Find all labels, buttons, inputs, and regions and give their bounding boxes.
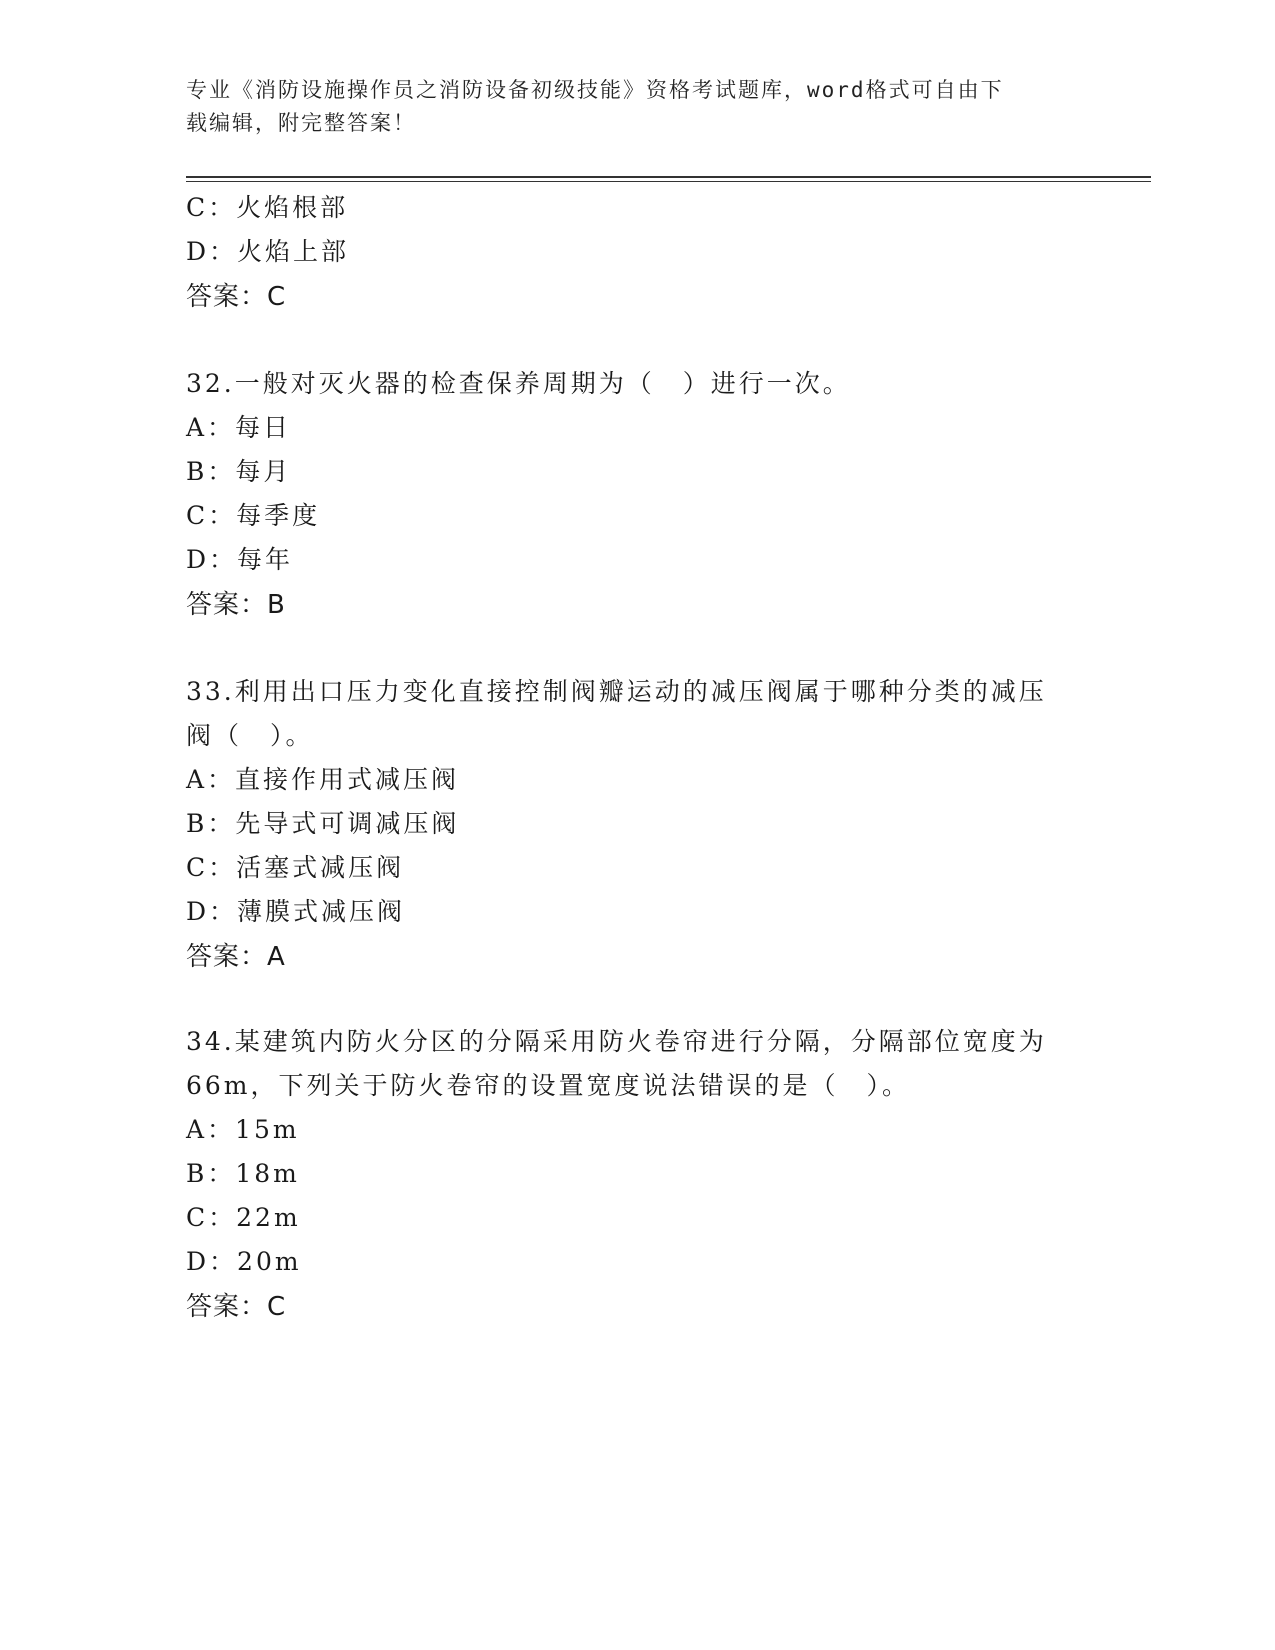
q33-option-b: B：先导式可调减压阀 (186, 809, 460, 838)
q33-answer: 答案：A (186, 942, 286, 972)
q32-option-d: D：每年 (186, 545, 294, 574)
q34-option-b: B：18m (186, 1159, 300, 1188)
q32-option-b: B：每月 (186, 457, 292, 486)
q34-option-c: C：22m (186, 1203, 301, 1232)
q32-answer: 答案：B (186, 590, 286, 620)
q33-stem-line-2: 阀（ ）。 (186, 721, 314, 750)
header-note-line-1: 专业《消防设施操作员之消防设备初级技能》资格考试题库，word格式可自由下 (186, 78, 1004, 102)
header-note-line-2: 载编辑，附完整答案！ (186, 111, 416, 135)
q34-stem-line-1: 34.某建筑内防火分区的分隔采用防火卷帘进行分隔，分隔部位宽度为 (186, 1027, 1047, 1056)
q33-option-a: A：直接作用式减压阀 (186, 765, 460, 794)
q33-option-c: C：活塞式减压阀 (186, 853, 405, 882)
q31-answer: 答案：C (186, 282, 287, 312)
q32-option-c: C：每季度 (186, 501, 321, 530)
header-note (186, 74, 1086, 140)
q34-stem-line-2: 66m，下列关于防火卷帘的设置宽度说法错误的是（ ）。 (186, 1071, 911, 1100)
q32-stem: 32.一般对灭火器的检查保养周期为（ ）进行一次。 (186, 369, 851, 398)
q34-option-d: D：20m (186, 1247, 302, 1276)
header-divider (186, 176, 1151, 178)
q33-option-d: D：薄膜式减压阀 (186, 897, 406, 926)
q32-option-a: A：每日 (186, 413, 292, 442)
q31-option-d: D：火焰上部 (186, 237, 350, 266)
q31-option-c: C：火焰根部 (186, 193, 349, 222)
q34-answer: 答案：C (186, 1292, 287, 1322)
q33-stem-line-1: 33.利用出口压力变化直接控制阀瓣运动的减压阀属于哪种分类的减压 (186, 677, 1047, 706)
q34-option-a: A：15m (186, 1115, 300, 1144)
header-divider-thin (186, 181, 1151, 182)
